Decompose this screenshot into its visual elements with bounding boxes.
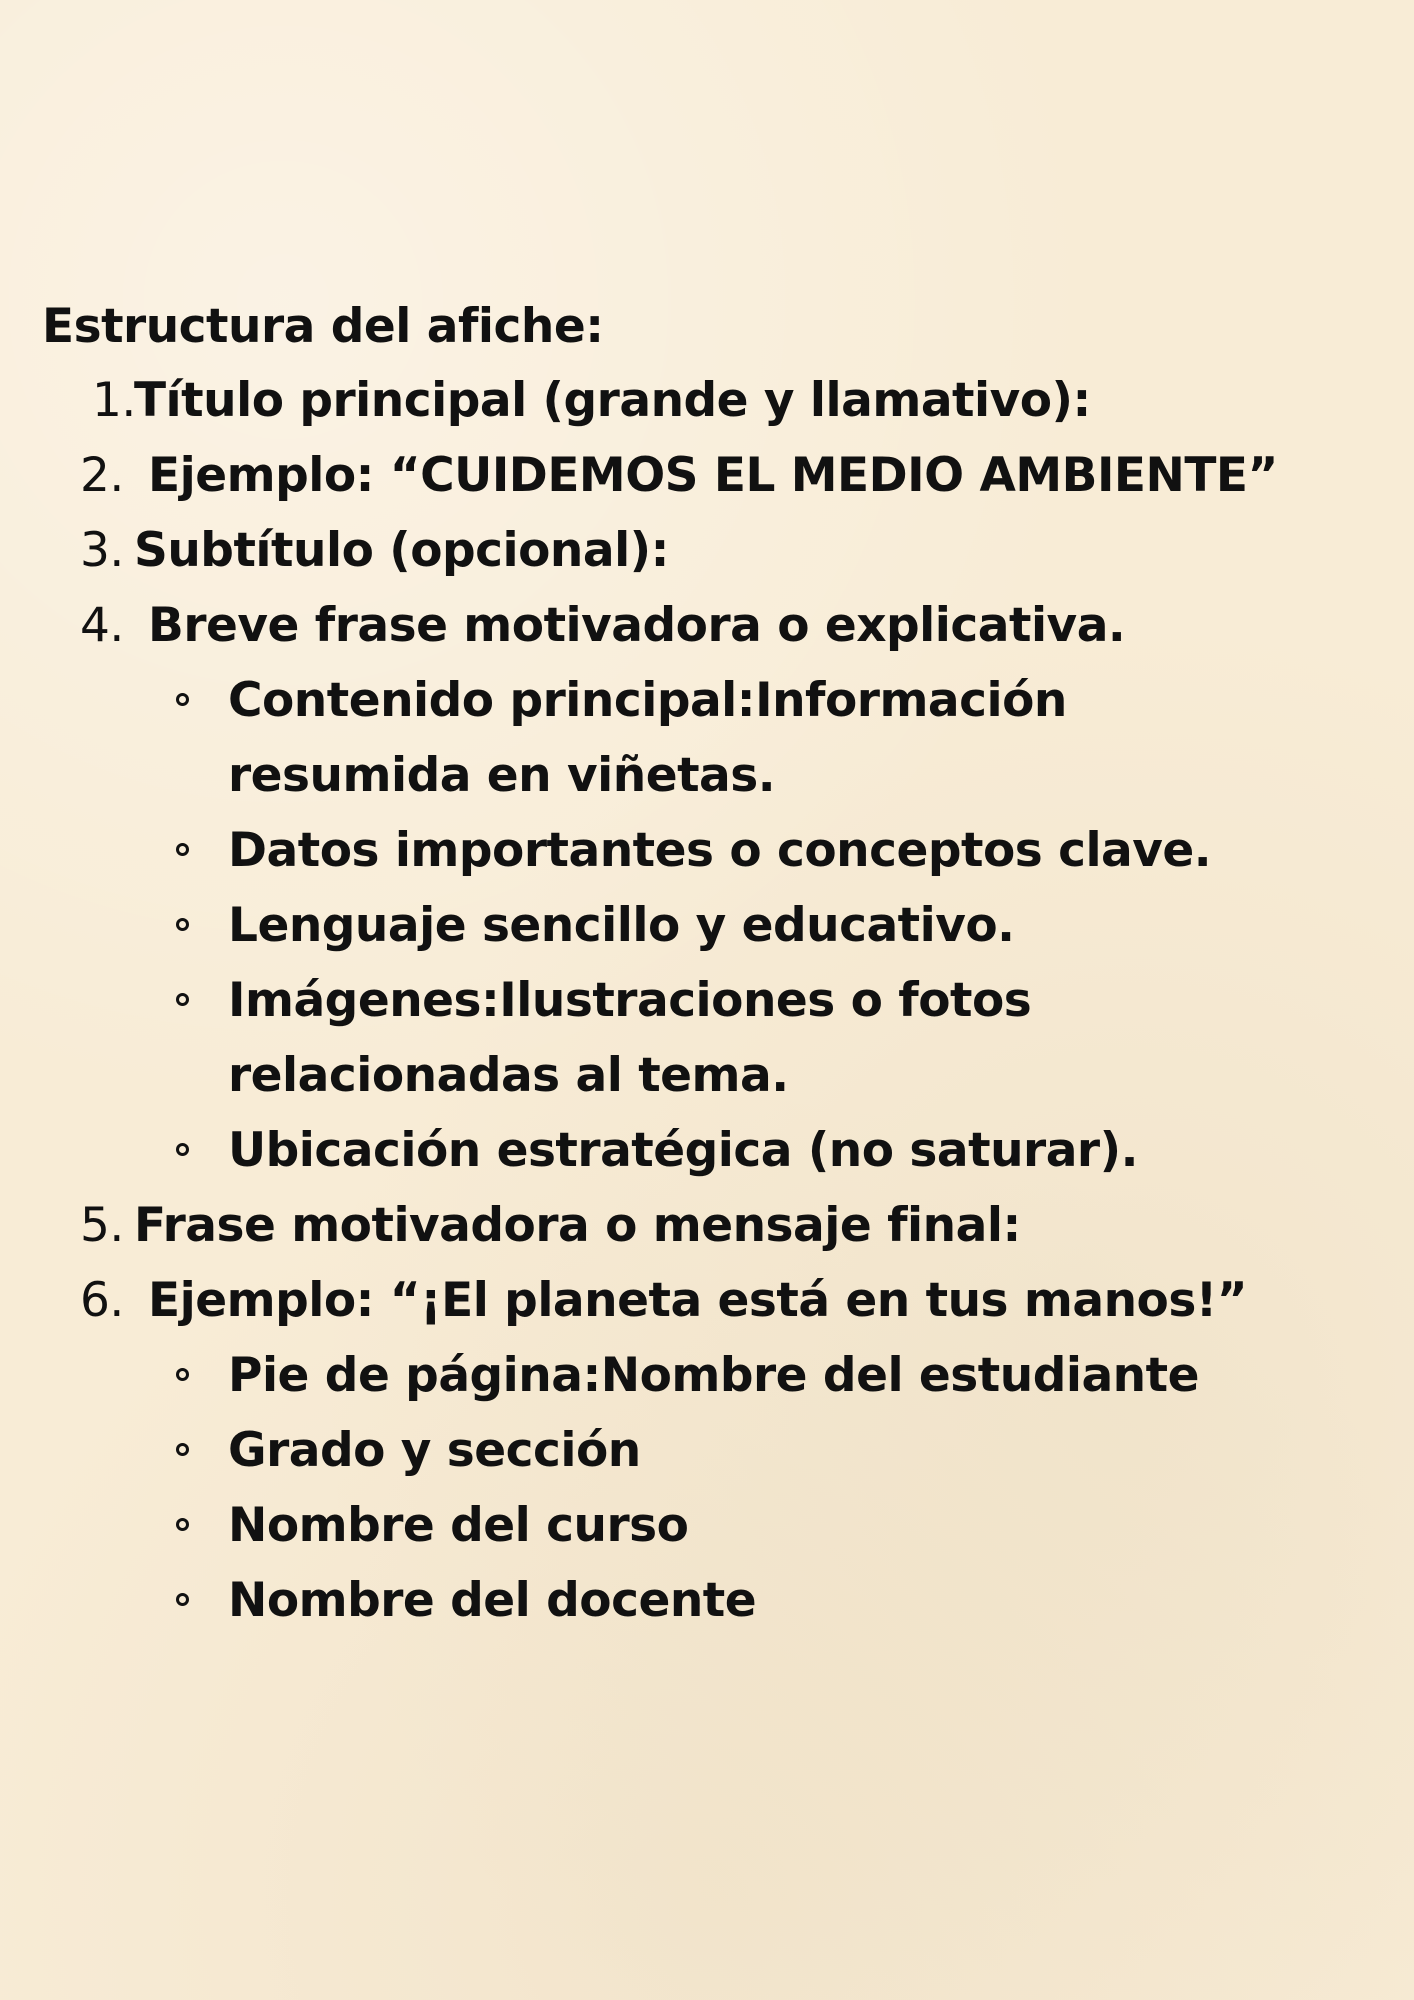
list-item: Título principal (grande y llamativo): bbox=[134, 373, 1091, 428]
bullet-item: Imágenes:Ilustraciones o fotos bbox=[228, 973, 1032, 1028]
bullet-item-continuation: relacionadas al tema. bbox=[228, 1048, 789, 1103]
list-item: Ejemplo: “¡El planeta está en tus manos!” bbox=[148, 1273, 1248, 1328]
list-item: Frase motivadora o mensaje final: bbox=[134, 1198, 1021, 1253]
bullet-circle-icon bbox=[176, 693, 189, 706]
list-number: 2. bbox=[80, 448, 124, 503]
bullet-item: Contenido principal:Información bbox=[228, 673, 1067, 728]
list-number: 5. bbox=[80, 1198, 124, 1253]
bullet-item-continuation: resumida en viñetas. bbox=[228, 748, 776, 803]
bullet-item: Ubicación estratégica (no saturar). bbox=[228, 1123, 1138, 1178]
list-item: Breve frase motivadora o explicativa. bbox=[148, 598, 1126, 653]
bullet-item: Grado y sección bbox=[228, 1423, 641, 1478]
list-item: Subtítulo (opcional): bbox=[134, 523, 669, 578]
bullet-circle-icon bbox=[176, 1143, 189, 1156]
bullet-circle-icon bbox=[176, 918, 189, 931]
bullet-circle-icon bbox=[176, 1518, 189, 1531]
bullet-item: Nombre del docente bbox=[228, 1573, 757, 1628]
list-item: Ejemplo: “CUIDEMOS EL MEDIO AMBIENTE” bbox=[148, 448, 1278, 503]
bullet-item: Pie de página:Nombre del estudiante bbox=[228, 1348, 1199, 1403]
bullet-circle-icon bbox=[176, 993, 189, 1006]
list-number: 1. bbox=[92, 373, 136, 428]
bullet-circle-icon bbox=[176, 1368, 189, 1381]
bullet-item: Datos importantes o conceptos clave. bbox=[228, 823, 1212, 878]
bullet-circle-icon bbox=[176, 1593, 189, 1606]
list-number: 6. bbox=[80, 1273, 124, 1328]
list-number: 4. bbox=[80, 598, 124, 653]
bullet-circle-icon bbox=[176, 1443, 189, 1456]
list-number: 3. bbox=[80, 523, 124, 578]
bullet-item: Lenguaje sencillo y educativo. bbox=[228, 898, 1015, 953]
bullet-circle-icon bbox=[176, 843, 189, 856]
bullet-item: Nombre del curso bbox=[228, 1498, 689, 1553]
page-heading: Estructura del afiche: bbox=[42, 299, 604, 354]
